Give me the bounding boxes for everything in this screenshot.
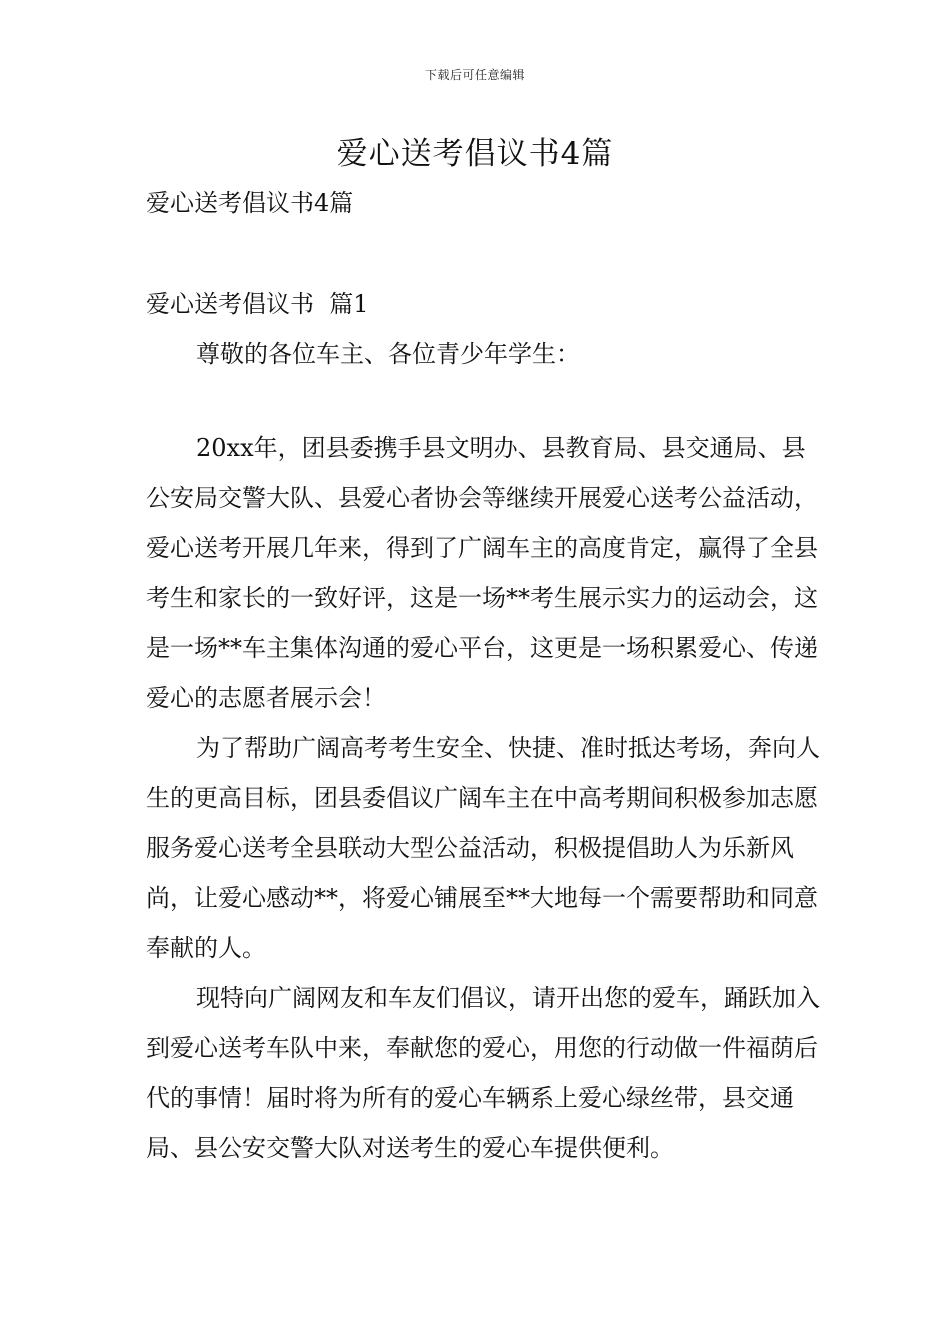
document-subtitle: 爱心送考倡议书4篇 [146, 189, 354, 217]
salutation: 尊敬的各位车主、各位青少年学生： [196, 340, 580, 368]
document-title: 爱心送考倡议书4篇 [336, 136, 614, 172]
body-paragraph: 为了帮助广阔高考考生安全、快捷、准时抵达考场，奔向人生的更高目标，团县委倡议广阔车主在中高考期间积极参加志愿服务爱心送考全县联动大型公益活动，积极提倡助人为乐新风尚，让爱心感动**，将爱心铺展至**大地每一个需要帮助和同意奉献的人。 [146, 734, 820, 962]
body-paragraph-block [146, 723, 826, 973]
body-paragraph: 现特向广阔网友和车友们倡议，请开出您的爱车，踊跃加入到爱心送考车队中来，奉献您的爱心，用您的行动做一件福荫后代的事情！届时将为所有的爱心车辆系上爱心绿丝带，县交通局、县公安交警大队对送考生的爱心车提供便利。 [146, 984, 820, 1162]
body-paragraph-block [146, 423, 826, 723]
body-paragraph-block [146, 973, 826, 1173]
section-heading: 爱心送考倡议书 篇1 [146, 290, 369, 318]
header-note: 下载后可任意编辑 [424, 68, 525, 82]
body-paragraph: 20xx年，团县委携手县文明办、县教育局、县交通局、县公安局交警大队、县爱心者协会等继续开展爱心送考公益活动，爱心送考开展几年来，得到了广阔车主的高度肯定，赢得了全县考生和家长的一致好评，这是一场**考生展示实力的运动会，这是一场**车主集体沟通的爱心平台，这更是一场积累爱心、传递爱心的志愿者展示会！ [146, 434, 818, 712]
